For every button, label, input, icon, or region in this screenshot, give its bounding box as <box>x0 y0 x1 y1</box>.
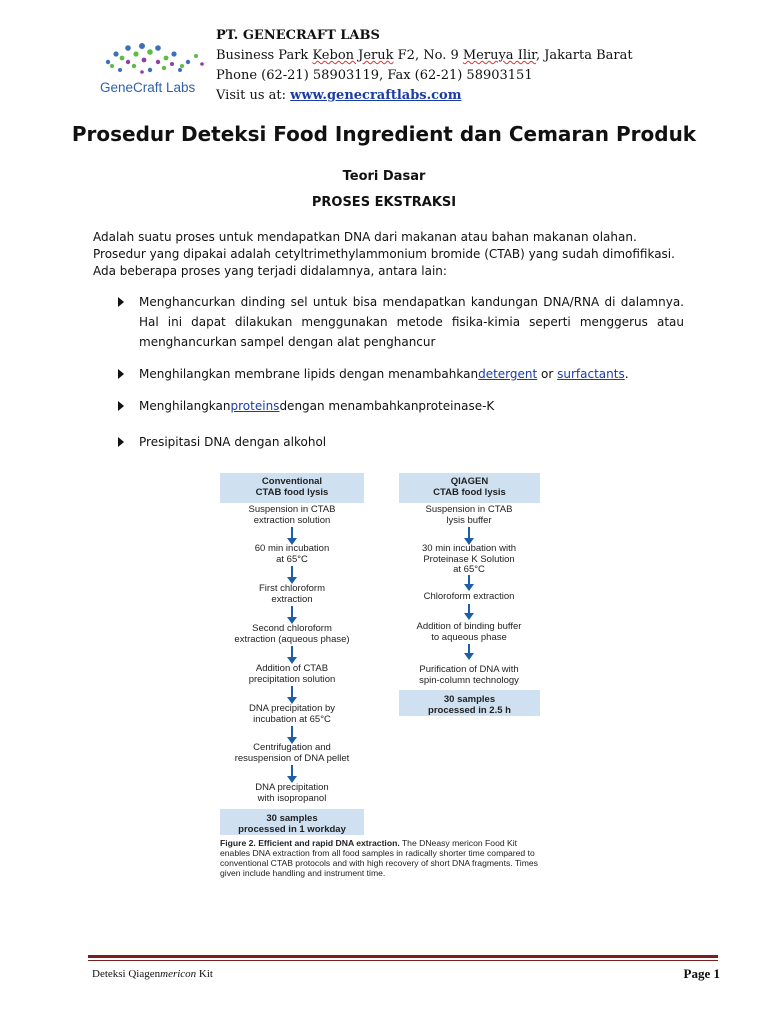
footer-rule <box>88 955 718 958</box>
company-logo <box>98 40 210 106</box>
arrow-down-icon <box>291 606 293 620</box>
right-step: Suspension in CTAB lysis buffer <box>425 504 513 526</box>
arrow-down-icon <box>291 566 293 580</box>
arrow-down-icon <box>291 646 293 660</box>
bullet-text: Menghancurkan dinding sel untuk bisa mendapatkan kandungan DNA/RNA di dalamnya. Hal ini dapat dilakukan menggunakan metode fisika-kimia seperti menggerus atau menghancurkan sampel dengan alat penghancur <box>139 295 684 349</box>
bullet-item <box>114 292 684 352</box>
arrow-down-icon <box>291 527 293 541</box>
bullet-arrow-icon <box>118 401 124 411</box>
arrow-down-icon <box>291 686 293 700</box>
left-step: Addition of CTAB precipitation solution <box>248 663 336 685</box>
left-column-header: Conventional CTAB food lysis <box>220 473 364 503</box>
website-prefix: Visit us at: <box>216 88 291 103</box>
bullet-text: Menghilangkan membrane lipids dengan menambahkan <box>139 367 479 381</box>
arrow-down-icon <box>291 726 293 740</box>
footer-prefix: Deteksi Qiagen <box>92 968 161 980</box>
address-part: , Jakarta Barat <box>535 48 633 63</box>
bullet-arrow-icon <box>118 297 124 307</box>
document-title: Prosedur Deteksi Food Ingredient dan Cemaran Produk <box>71 122 697 146</box>
left-step: DNA precipitation by incubation at 65°C <box>248 703 336 725</box>
caption-text: The DNeasy mericon Food Kit enables DNA extraction from all food samples in radically shorter time compared to conventional CTAB protocols and with high recovery of short DNA fragments. Times given include handling and instrument time. <box>220 838 538 878</box>
left-step: First chloroform extraction <box>259 583 325 605</box>
arrow-down-icon <box>468 527 470 541</box>
bullet-text: or <box>537 367 558 381</box>
bullet-text: . <box>624 367 629 381</box>
caption-title: Figure 2. Efficient and rapid DNA extraction. <box>220 838 400 848</box>
left-step: 60 min incubation at 65°C <box>254 543 330 565</box>
bullet-text: Presipitasi DNA dengan alkohol <box>139 435 327 449</box>
footer-rule-thin <box>88 960 718 961</box>
right-column-header: QIAGEN CTAB food lysis <box>399 473 540 503</box>
right-step: Chloroform extraction <box>423 591 515 602</box>
right-step: Addition of binding buffer to aqueous phase <box>416 621 522 643</box>
arrow-down-icon <box>468 644 470 656</box>
company-address <box>216 46 633 66</box>
intro-paragraph: Adalah suatu proses untuk mendapatkan DNA dari makanan atau bahan makanan olahan. Prosedur yang dipakai adalah cetyltrimethylammonium bromide (CTAB) yang sudah dimofifikasi. Ada beberapa proses yang terjadi didalamnya, antara lain: <box>93 230 675 278</box>
footer-doc-name <box>92 968 213 980</box>
proteins-link[interactable]: proteins <box>230 399 280 413</box>
bullet-item <box>114 396 684 416</box>
address-part: Meruya Ilir <box>462 48 536 63</box>
bullet-text: dengan menambahkanproteinase-K <box>279 399 495 413</box>
right-step: Purification of DNA with spin-column technology <box>419 664 519 686</box>
right-step: 30 min incubation with Proteinase K Solution at 65°C <box>422 543 516 575</box>
company-info <box>216 26 633 106</box>
website-link[interactable]: www.genecraftlabs.com <box>290 88 462 103</box>
address-part: Kebon Jeruk <box>312 48 394 63</box>
bullet-text: Menghilangkan <box>139 399 231 413</box>
left-step: Suspension in CTAB extraction solution <box>248 504 336 526</box>
bullet-arrow-icon <box>118 369 124 379</box>
right-summary: 30 samples processed in 2.5 h <box>399 690 540 716</box>
left-step: Centrifugation and resuspension of DNA pellet <box>234 742 350 764</box>
address-part: F2, No. 9 <box>393 48 463 63</box>
arrow-down-icon <box>468 575 470 587</box>
arrow-down-icon <box>468 604 470 616</box>
company-phone: Phone (62-21) 58903119, Fax (62-21) 58903151 <box>216 68 533 83</box>
footer-suffix: Kit <box>196 968 213 980</box>
bullet-item <box>114 364 684 384</box>
footer-italic: mericon <box>160 968 197 980</box>
company-name: PT. GENECRAFT LABS <box>216 28 380 43</box>
logo-dots-icon <box>98 40 210 80</box>
detergent-link[interactable]: detergent <box>478 367 538 381</box>
surfactants-link[interactable]: surfactants <box>557 367 625 381</box>
section-heading: Teori Dasar <box>342 169 426 184</box>
arrow-down-icon <box>291 765 293 779</box>
left-step: DNA precipitation with isopropanol <box>255 782 329 804</box>
left-step: Second chloroform extraction (aqueous phase) <box>234 623 350 645</box>
address-part: Business Park <box>216 48 313 63</box>
company-website-line <box>216 86 633 106</box>
figure-caption <box>220 838 546 878</box>
flow-diagram-figure <box>216 470 546 895</box>
bullet-item <box>114 432 684 452</box>
bullet-list <box>114 292 684 464</box>
bullet-arrow-icon <box>118 437 124 447</box>
subsection-heading: PROSES EKSTRAKSI <box>311 195 457 210</box>
left-summary: 30 samples processed in 1 workday <box>220 809 364 835</box>
logo-text: GeneCraft Labs <box>100 80 196 95</box>
page-number: Page 1 <box>683 966 720 981</box>
